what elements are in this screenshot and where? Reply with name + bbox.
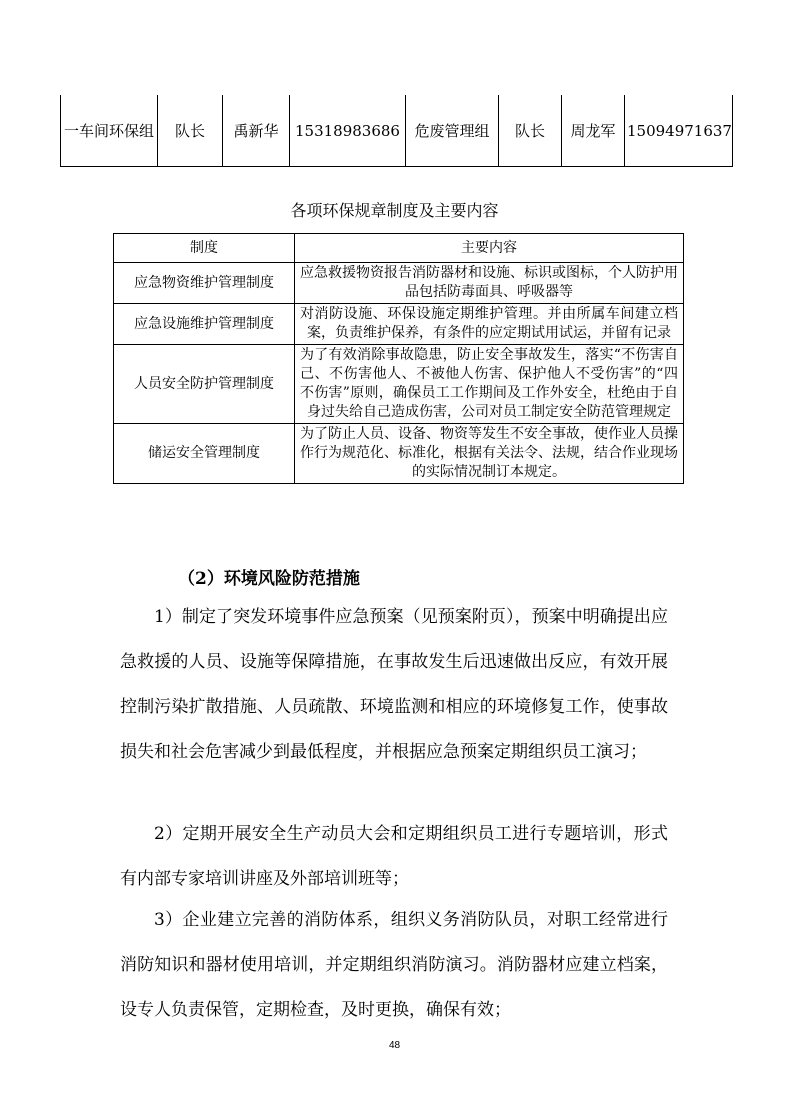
regulation-content: 应急救援物资报告消防器材和设施、标识或图标，个人防护用品包括防毒面具、呼吸器等 — [295, 263, 684, 304]
contact-group-right: 危废管理组 — [406, 95, 499, 167]
contact-group-left: 一车间环保组 — [61, 95, 158, 167]
regulation-name: 人员安全防护管理制度 — [114, 345, 295, 424]
page-number: 48 — [388, 1040, 401, 1051]
contacts-table — [60, 95, 733, 167]
paragraph-2: 2）定期开展安全生产动员大会和定期组织员工进行专题培训，形式有内部专家培训讲座及外部培训班等； — [120, 824, 668, 889]
regulation-content: 为了防止人员、设备、物资等发生不安全事故，使作业人员操作行为规范化、标准化，根据有关法令、法规，结合作业现场的实际情况制订本规定。 — [295, 424, 684, 484]
regulation-content: 为了有效消除事故隐患，防止安全事故发生，落实“不伤害自己、不伤害他人、不被他人伤害、保护他人不受伤害”的“四不伤害”原则，确保员工工作期间及工作外安全，杜绝由于自身过失给自己造成伤害，公司对员工制定安全防范管理规定 — [295, 345, 684, 424]
table-header-row — [114, 234, 684, 263]
header-regulation: 制度 — [114, 234, 295, 263]
table-row — [114, 263, 684, 304]
contact-phone-left: 15318983686 — [290, 95, 406, 167]
regulation-name: 应急设施维护管理制度 — [114, 304, 295, 345]
regulations-table — [113, 233, 684, 484]
regulation-content: 对消防设施、环保设施定期维护管理。并由所属车间建立档案，负责维护保养，有条件的应定期试用试运，并留有记录 — [295, 304, 684, 345]
contact-phone-right: 15094971637 — [625, 95, 733, 167]
paragraph-1: 1）制定了突发环境事件应急预案（见预案附页），预案中明确提出应急救援的人员、设施等保障措施，在事故发生后迅速做出反应，有效开展控制污染扩散措施、人员疏散、环境监测和相应的环境修复工作，使事故损失和社会危害减少到最低程度，并根据应急预案定期组织员工演习； — [120, 607, 668, 762]
header-content: 主要内容 — [295, 234, 684, 263]
section-heading: （2）环境风险防范措施 — [178, 569, 360, 589]
contact-name-right: 周龙军 — [562, 95, 625, 167]
paragraph-3: 3）企业建立完善的消防体系，组织义务消防队员，对职工经常进行消防知识和器材使用培训，并定期组织消防演习。消防器材应建立档案，设专人负责保管，定期检查，及时更换，确保有效； — [120, 910, 668, 1020]
contact-name-left: 禹新华 — [223, 95, 290, 167]
table-row — [114, 345, 684, 424]
contact-role-left: 队长 — [158, 95, 223, 167]
table-row — [114, 424, 684, 484]
table-row — [114, 304, 684, 345]
regulations-table-title: 各项环保规章制度及主要内容 — [290, 201, 499, 220]
regulation-name: 应急物资维护管理制度 — [114, 263, 295, 304]
contacts-row — [61, 95, 733, 167]
contact-role-right: 队长 — [499, 95, 562, 167]
regulation-name: 储运安全管理制度 — [114, 424, 295, 484]
